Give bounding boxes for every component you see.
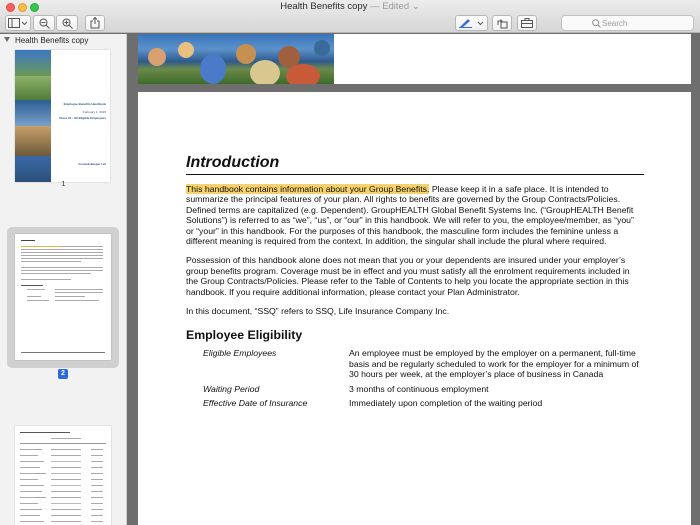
zoom-in-icon [62,18,73,29]
page-2 [138,92,691,525]
highlighted-text[interactable]: This handbook contains information about your Group Benefits. [186,184,430,194]
cover-date: February 1, 2015 [83,110,106,114]
rotate-button[interactable] [492,15,512,31]
eligibility-term: Waiting Period [203,383,260,394]
share-button[interactable] [85,15,105,31]
eligibility-row [186,398,644,408]
intro-paragraph [186,184,644,246]
page-thumbnail-3[interactable] [15,426,111,525]
sidebar-document-title: Health Benefits copy [15,36,89,45]
edited-status[interactable]: Edited [382,1,410,12]
document-name: Health Benefits copy [280,1,368,12]
cover-title: Employee Benefits Handbook [63,102,106,106]
eligibility-value: An employee must be employed by the employer on a permanent, full-time basis and be regularly scheduled to work for the employer for a minimum of 30 hours per week, at the employer’s place of business in Canada [349,348,639,380]
eligibility-row [186,348,644,379]
chevron-down-icon[interactable]: ⌄ [411,1,420,12]
cover-photo [138,34,334,84]
share-icon [90,17,100,29]
markup-toolbar-button[interactable] [517,15,537,31]
zoom-in-button[interactable] [56,15,78,31]
disclosure-triangle-icon[interactable] [4,37,10,42]
eligibility-row [186,384,644,394]
employee-eligibility-heading: Employee Eligibility [186,328,303,343]
title-separator: — [367,1,383,12]
page-thumbnail-2[interactable] [15,234,111,360]
eligibility-value: 3 months of continuous employment [349,383,489,394]
page-content [186,154,644,409]
page-thumbnail-1[interactable] [15,50,110,182]
cover-class: Class 01 - All Eligible Employees [59,116,106,120]
cover-photo-strip [15,50,51,182]
eligibility-value: Immediately upon completion of the waiting period [349,398,543,409]
search-icon [592,19,601,28]
markup-pen-button[interactable] [455,15,488,31]
eligibility-term: Eligible Employees [203,348,277,359]
zoom-out-icon [39,18,50,29]
thumbnail-sidebar [0,34,127,525]
search-field[interactable] [561,15,694,31]
window-title [0,1,700,12]
rotate-icon [497,18,508,29]
page-number-badge-selected: 2 [58,369,68,379]
zoom-out-button[interactable] [33,15,55,31]
search-placeholder: Search [602,18,628,28]
eligibility-term: Effective Date of Insurance [203,398,308,409]
ssq-paragraph: In this document, “SSQ” refers to SSQ, Life Insurance Company Inc. [186,306,450,317]
page-1-bottom [138,34,691,84]
intro-paragraph-text: Please keep it in a safe place. It is intended to summarize the principal features of your plan. All rights to benefits are governed by the Group Contracts/Policies. Defined terms are capitalized (e.g. Dependent). GroupHEALTH Global Benefit Systems Inc. (“GroupHEALTH Benefit Solutions”) is referred to as “we”, “us”, or “our” in this handbook. We will refer to you, the employee/member, as “you” or “your” in this handbook. For the purposes of this handbook, the masculine form includes the feminine unless a different meaning is required from the context. In addition, the singular shall include the plural where required. [186,184,634,247]
window-toolbar [0,0,700,33]
sidebar-view-button[interactable] [5,15,31,31]
toolbox-icon [521,18,533,28]
cover-company: Groundskeeper Ltd [78,162,106,166]
page-number-label: 1 [61,179,66,188]
document-view[interactable] [128,34,700,525]
introduction-heading: Introduction [186,154,644,175]
sidebar-toggle-icon [8,18,28,28]
possession-paragraph: Possession of this handbook alone does not mean that you or your dependents are insured under your employer’s group benefits program. Coverage must be in effect and you must satisfy all the enrolment requirements included in the Group Contracts/Policies. Please refer to the Table of Contents to help you locate the appropriate section in this handbook. If you require additional information, please contact your Plan Administrator. [186,255,630,297]
sidebar-document-header[interactable] [4,36,88,45]
pen-markup-icon [459,18,485,28]
